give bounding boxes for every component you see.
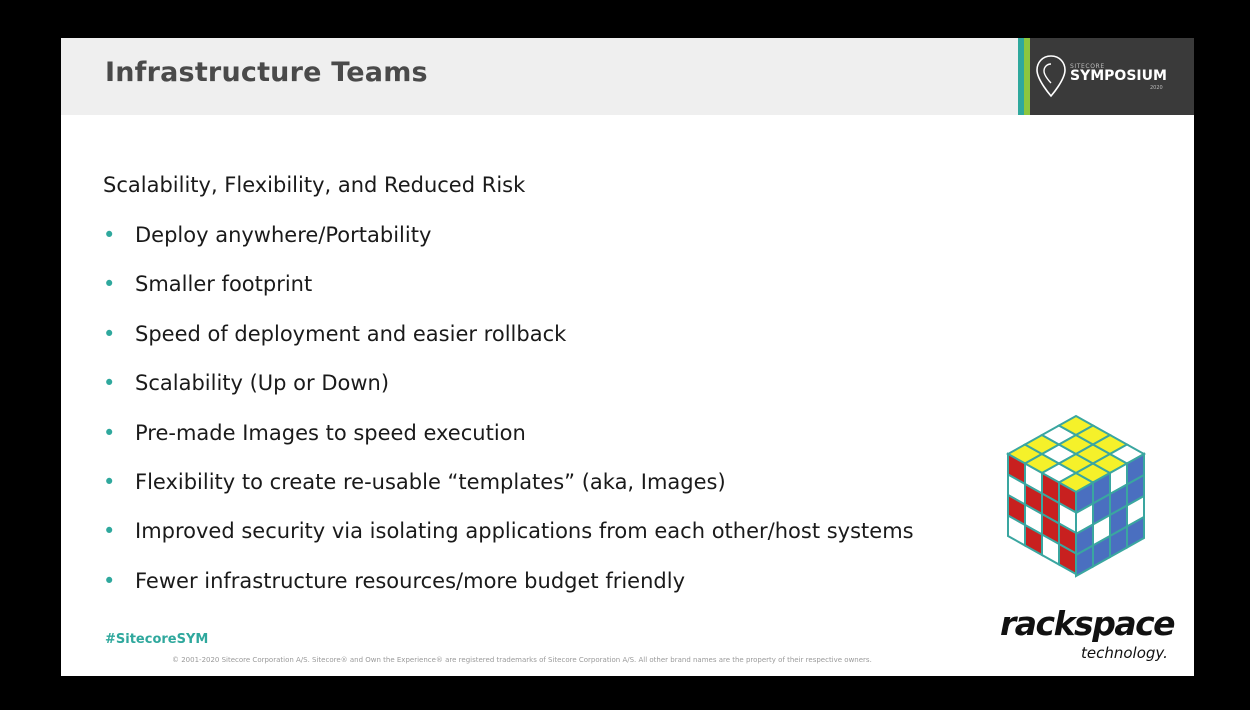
hashtag-label: #SitecoreSYM	[105, 632, 209, 647]
brand-stripe-green	[1024, 38, 1030, 115]
bullet-text: Improved security via isolating applications from each other/host systems	[135, 519, 914, 544]
bullet-dot-icon: •	[103, 519, 116, 544]
bullet-text: Scalability (Up or Down)	[135, 371, 390, 396]
rackspace-logo-name: rackspace	[1000, 604, 1175, 643]
bullet-dot-icon: •	[103, 321, 116, 346]
bullet-dot-icon: •	[103, 469, 116, 494]
copyright-notice: © 2001-2020 Sitecore Corporation A/S. Sitecore® and Own the Experience® are registered trademarks of Sitecore Corporation A/S. All other brand names are the property of their respective owners.	[172, 656, 872, 664]
brand-year: 2020	[1150, 85, 1163, 91]
slide	[61, 38, 1194, 676]
brand-name: SYMPOSIUM	[1070, 68, 1167, 84]
bullet-dot-icon: •	[103, 568, 116, 593]
section-subtitle: Scalability, Flexibility, and Reduced Risk	[103, 173, 526, 197]
location-pin-icon	[1034, 52, 1068, 100]
rackspace-logo-sub: technology.	[1081, 644, 1168, 662]
bullet-text: Deploy anywhere/Portability	[135, 223, 432, 247]
bullet-dot-icon: •	[103, 420, 116, 445]
bullet-dot-icon: •	[103, 371, 116, 396]
slide-header	[61, 38, 1018, 115]
bullet-text: Speed of deployment and easier rollback	[135, 321, 567, 346]
page-title: Infrastructure Teams	[105, 57, 428, 88]
rubiks-cube-icon	[1001, 414, 1151, 580]
bullet-dot-icon: •	[103, 223, 116, 247]
bullet-text: Flexibility to create re-usable “templates” (aka, Images)	[135, 469, 726, 494]
symposium-logo	[1018, 38, 1194, 115]
brand-small-label: SITECORE	[1070, 63, 1105, 70]
bullet-text: Pre-made Images to speed execution	[135, 420, 526, 445]
bullet-text: Fewer infrastructure resources/more budget friendly	[135, 568, 685, 593]
bullet-text: Smaller footprint	[135, 272, 313, 297]
bullet-dot-icon: •	[103, 272, 116, 297]
